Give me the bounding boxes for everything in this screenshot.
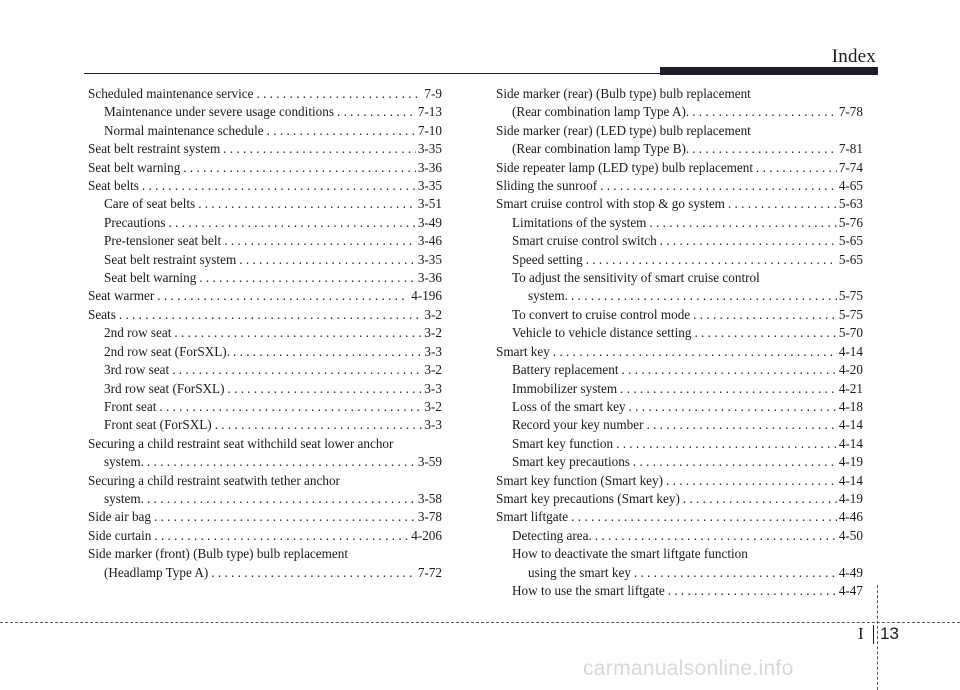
index-entry-page: 3-3 <box>424 417 442 433</box>
dot-leader <box>692 103 837 121</box>
index-entry-term: Seat belts <box>88 178 139 194</box>
index-entry <box>496 564 863 582</box>
index-entry-page: 4-18 <box>838 398 863 414</box>
index-entry-term: Vehicle to vehicle distance setting <box>512 325 692 341</box>
index-entry-term: Speed setting <box>512 251 583 267</box>
index-entry-term: Seat belt restraint system <box>88 141 221 157</box>
index-entry <box>88 232 442 250</box>
index-entry <box>88 564 442 582</box>
index-entry <box>88 140 442 158</box>
dot-leader <box>622 361 837 379</box>
index-entry-term: Loss of the smart key <box>512 398 626 414</box>
footer-dashed-rule <box>0 622 960 623</box>
index-entry-term: Maintenance under severe usage conditions <box>104 104 334 120</box>
dot-leader <box>633 453 837 471</box>
index-entry-term: Side marker (rear) (Bulb type) bulb replacement <box>496 86 751 101</box>
index-entry-term: How to use the smart liftgate <box>512 582 665 598</box>
index-entry <box>88 527 442 545</box>
index-entry-term: To adjust the sensitivity of smart cruise control <box>512 270 760 286</box>
dot-leader <box>694 324 836 342</box>
index-entry-page: 5-75 <box>838 288 863 304</box>
index-entry-term: Securing a child restraint seatwith tether anchor <box>88 472 340 488</box>
index-entry-term: To convert to cruise control mode <box>512 306 691 322</box>
dot-leader <box>660 232 837 250</box>
index-entry-term: Side air bag <box>88 509 151 525</box>
dot-leader <box>157 287 409 305</box>
index-entry-term: Front seat <box>104 398 157 414</box>
dot-leader <box>683 490 837 508</box>
index-entry <box>496 490 863 508</box>
index-entry-term: Seat belt warning <box>88 159 181 175</box>
index-entry <box>496 140 863 158</box>
index-entry-term: Limitations of the system <box>512 214 647 230</box>
index-entry <box>88 159 442 177</box>
index-entry-page: 4-46 <box>838 509 863 525</box>
index-entry-page: 4-19 <box>838 454 863 470</box>
index-entry-term: 3rd row seat (ForSXL) <box>104 380 225 396</box>
index-entry <box>88 214 442 232</box>
index-entry <box>88 251 442 269</box>
dot-leader <box>211 564 416 582</box>
index-entry-term: system. <box>528 288 568 304</box>
index-entry <box>496 251 863 269</box>
dot-leader <box>693 306 837 324</box>
dot-leader <box>668 582 837 600</box>
index-entry-page: 5-65 <box>838 251 863 267</box>
index-entry-term: Detecting area. <box>512 527 592 543</box>
index-entry-term: using the smart key <box>528 564 631 580</box>
index-entry-term: Securing a child restraint seat withchild seat lower anchor <box>88 435 394 451</box>
dot-leader <box>228 380 423 398</box>
dot-leader <box>183 159 416 177</box>
index-entry <box>496 195 863 213</box>
index-entry-term: Normal maintenance schedule <box>104 122 264 138</box>
index-entry-page: 4-47 <box>838 582 863 598</box>
index-entry-page: 4-206 <box>411 527 442 543</box>
index-entry <box>88 361 442 379</box>
index-entry-term: (Rear combination lamp Type A). <box>512 104 690 120</box>
index-entry <box>496 361 863 379</box>
dot-leader <box>616 435 837 453</box>
dot-leader <box>267 122 416 140</box>
index-entry-term: Smart cruise control with stop & go system <box>496 196 725 212</box>
index-entry <box>88 195 442 213</box>
dot-leader <box>646 416 836 434</box>
index-entry <box>496 269 863 287</box>
index-entry <box>88 177 442 195</box>
dot-leader <box>649 214 836 232</box>
index-entry <box>496 287 863 305</box>
dot-leader <box>337 103 416 121</box>
index-entry-term: Side marker (front) (Bulb type) bulb replacement <box>88 546 348 562</box>
dot-leader <box>172 361 422 379</box>
dot-leader <box>257 85 423 103</box>
index-entry-page: 5-70 <box>838 325 863 341</box>
index-entry-page: 4-14 <box>838 472 863 488</box>
index-entry <box>496 159 863 177</box>
dot-leader <box>233 343 422 361</box>
index-entry-term: (Headlamp Type A) <box>104 564 209 580</box>
dot-leader <box>223 140 416 158</box>
index-entry <box>88 416 442 434</box>
index-entry-term: Smart liftgate <box>496 509 569 525</box>
dot-leader <box>142 177 416 195</box>
dot-leader <box>154 508 416 526</box>
index-entry <box>88 453 442 471</box>
index-entry-term: Pre-tensioner seat belt <box>104 233 222 249</box>
index-entry-term: Seats <box>88 306 116 322</box>
page-number-separator <box>873 625 874 644</box>
dot-leader <box>147 490 416 508</box>
index-entry-page: 5-63 <box>838 196 863 212</box>
index-entry <box>496 545 863 563</box>
section-title: Index <box>831 46 876 67</box>
index-entry-page: 7-9 <box>424 86 442 101</box>
page-number: 13 <box>880 624 899 643</box>
index-entry-page: 3-2 <box>424 398 442 414</box>
index-entry-page: 4-14 <box>838 343 863 359</box>
index-entry-page: 4-196 <box>411 288 442 304</box>
section-letter: I <box>858 624 864 643</box>
index-entry-term: Side curtain <box>88 527 152 543</box>
index-entry-term: Side marker (rear) (LED type) bulb replacement <box>496 122 751 138</box>
index-entry <box>88 398 442 416</box>
index-entry-page: 7-74 <box>838 159 863 175</box>
dot-leader <box>629 398 837 416</box>
index-entry-term: Smart key function (Smart key) <box>496 472 664 488</box>
index-entry <box>88 343 442 361</box>
index-entry <box>496 380 863 398</box>
index-entry <box>496 398 863 416</box>
index-entry <box>496 435 863 453</box>
header-rule <box>84 73 878 74</box>
index-entry-term: Smart key <box>496 343 550 359</box>
footer-dashed-vertical <box>877 585 878 690</box>
index-entry-term: system. <box>104 454 144 470</box>
index-entry-term: Seat belt restraint system <box>104 251 237 267</box>
index-entry-page: 4-65 <box>838 178 863 194</box>
index-entry-page: 3-2 <box>424 325 442 341</box>
index-entry-page: 4-20 <box>838 362 863 378</box>
index-entry-page: 7-81 <box>838 141 863 157</box>
index-entry <box>88 545 442 563</box>
index-entry-page: 7-78 <box>838 104 863 120</box>
index-entry <box>88 508 442 526</box>
index-entry-page: 3-46 <box>417 233 442 249</box>
index-entry-term: How to deactivate the smart liftgate function <box>512 546 748 562</box>
index-entry-page: 3-2 <box>424 362 442 378</box>
index-entry <box>496 582 863 600</box>
index-entry <box>88 435 442 453</box>
index-entry <box>88 306 442 324</box>
dot-leader <box>586 251 837 269</box>
index-entry <box>496 472 863 490</box>
index-entry-term: Smart key precautions <box>512 454 630 470</box>
index-entry-page: 3-78 <box>417 509 442 525</box>
dot-leader <box>119 306 423 324</box>
dot-leader <box>239 251 416 269</box>
index-entry <box>496 527 863 545</box>
index-entry <box>88 490 442 508</box>
dot-leader <box>154 527 409 545</box>
index-entry-page: 3-35 <box>417 178 442 194</box>
dot-leader <box>666 472 837 490</box>
index-entry-page: 4-49 <box>838 564 863 580</box>
watermark: carmanualsonline.info <box>583 657 794 680</box>
index-entry-term: Seat warmer <box>88 288 155 304</box>
index-entry-page: 4-19 <box>838 490 863 506</box>
index-entry-term: Care of seat belts <box>104 196 196 212</box>
index-column-right <box>496 85 863 600</box>
index-entry <box>496 214 863 232</box>
index-entry-page: 5-76 <box>838 214 863 230</box>
dot-leader <box>634 564 837 582</box>
dot-leader <box>553 343 837 361</box>
index-entry-page: 7-13 <box>417 104 442 120</box>
index-entry-term: 3rd row seat <box>104 362 170 378</box>
index-entry-page: 3-3 <box>424 380 442 396</box>
index-entry <box>496 324 863 342</box>
index-entry-term: (Rear combination lamp Type B). <box>512 141 690 157</box>
index-entry <box>496 306 863 324</box>
index-entry-term: Side repeater lamp (LED type) bulb replacement <box>496 159 754 175</box>
index-entry <box>496 85 863 103</box>
index-entry <box>88 103 442 121</box>
index-entry <box>88 122 442 140</box>
index-entry-term: Immobilizer system <box>512 380 618 396</box>
dot-leader <box>571 508 837 526</box>
index-entry-page: 4-14 <box>838 435 863 451</box>
index-entry-page: 4-14 <box>838 417 863 433</box>
index-entry-page: 3-58 <box>417 490 442 506</box>
index-entry <box>496 122 863 140</box>
dot-leader <box>174 324 422 342</box>
index-entry-term: Seat belt warning <box>104 270 197 286</box>
index-entry <box>88 380 442 398</box>
index-entry-term: 2nd row seat (ForSXL). <box>104 343 230 359</box>
index-entry-term: 2nd row seat <box>104 325 172 341</box>
index-entry <box>496 508 863 526</box>
dot-leader <box>692 140 837 158</box>
index-entry-page: 3-51 <box>417 196 442 212</box>
index-entry-page: 7-10 <box>417 122 442 138</box>
index-entry-term: Scheduled maintenance service <box>88 86 254 101</box>
index-entry-page: 5-65 <box>838 233 863 249</box>
index-entry-page: 3-35 <box>417 251 442 267</box>
index-entry-term: Sliding the sunroof <box>496 178 598 194</box>
dot-leader <box>600 177 837 195</box>
index-entry <box>496 453 863 471</box>
index-entry <box>496 177 863 195</box>
dot-leader <box>199 269 416 287</box>
index-entry-page: 3-2 <box>424 306 442 322</box>
index-entry-term: Battery replacement <box>512 362 619 378</box>
index-entry-term: Front seat (ForSXL) <box>104 417 212 433</box>
index-entry <box>496 232 863 250</box>
index-entry <box>88 324 442 342</box>
index-entry-term: Smart cruise control switch <box>512 233 657 249</box>
dot-leader <box>756 159 837 177</box>
index-entry-page: 3-59 <box>417 454 442 470</box>
index-entry-page: 3-36 <box>417 159 442 175</box>
dot-leader <box>215 416 423 434</box>
index-entry <box>496 103 863 121</box>
index-entry <box>88 269 442 287</box>
index-entry-page: 4-50 <box>838 527 863 543</box>
dot-leader <box>159 398 422 416</box>
dot-leader <box>728 195 837 213</box>
index-entry-page: 5-75 <box>838 306 863 322</box>
index-entry-term: Smart key function <box>512 435 614 451</box>
dot-leader <box>620 380 837 398</box>
dot-leader <box>169 214 416 232</box>
index-entry-page: 4-21 <box>838 380 863 396</box>
index-entry <box>496 416 863 434</box>
index-entry <box>88 85 442 103</box>
index-entry-page: 7-72 <box>417 564 442 580</box>
index-entry-term: Smart key precautions (Smart key) <box>496 490 680 506</box>
index-entry <box>88 287 442 305</box>
index-entry <box>88 472 442 490</box>
dot-leader <box>198 195 416 213</box>
index-entry <box>496 343 863 361</box>
index-entry-page: 3-3 <box>424 343 442 359</box>
dot-leader <box>571 287 837 305</box>
index-entry-page: 3-35 <box>417 141 442 157</box>
index-entry-page: 3-49 <box>417 214 442 230</box>
index-column-left <box>88 85 442 582</box>
index-entry-term: system. <box>104 490 144 506</box>
dot-leader <box>224 232 416 250</box>
dot-leader <box>147 453 416 471</box>
index-entry-page: 3-36 <box>417 270 442 286</box>
index-entry-term: Precautions <box>104 214 166 230</box>
index-entry-term: Record your key number <box>512 417 644 433</box>
dot-leader <box>595 527 837 545</box>
